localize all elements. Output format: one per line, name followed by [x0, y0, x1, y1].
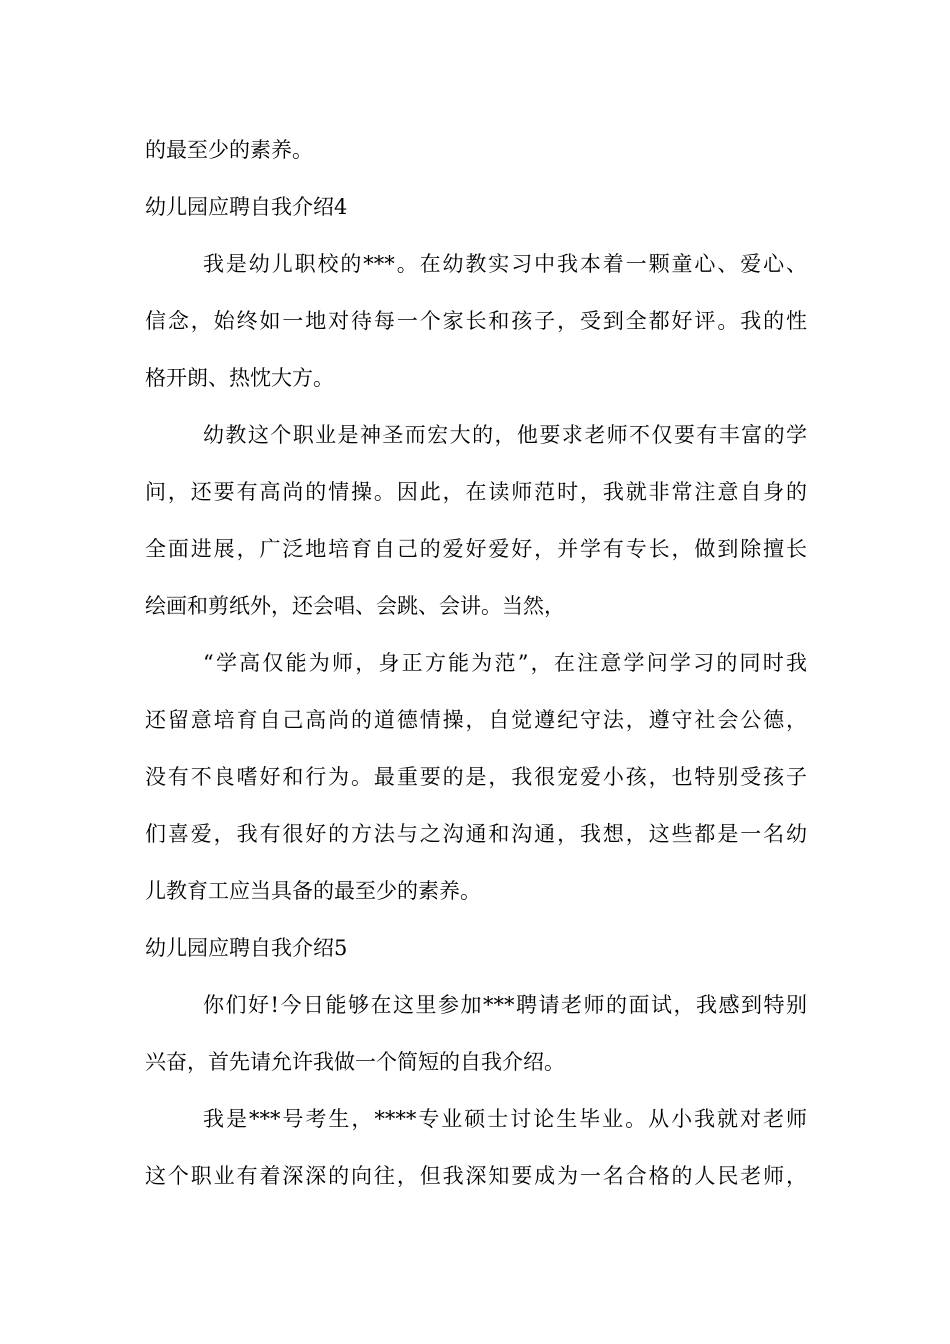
- paragraph-first-line: 幼教这个职业是神圣而宏大的，他要求老师不仅要有丰富的学: [203, 423, 807, 447]
- text-line: 没有不良嗜好和行为。最重要的是，我很宠爱小孩，也特别受孩子: [145, 765, 807, 789]
- text-line: 全面进展，广泛地培育自己的爱好爱好，并学有专长，做到除擅长: [145, 537, 807, 561]
- text-line: 信念，始终如一地对待每一个家长和孩子，受到全都好评。我的性: [145, 309, 807, 333]
- text-line: 儿教育工应当具备的最至少的素养。: [145, 879, 481, 903]
- text-line: 还留意培育自己高尚的道德情操，自觉遵纪守法，遵守社会公德，: [145, 708, 807, 732]
- paragraph-first-line: “学高仅能为师，身正方能为范”，在注意学问学习的同时我: [203, 651, 807, 675]
- section-heading: 幼儿园应聘自我介绍4: [145, 195, 348, 219]
- text-line: 的最至少的素养。: [145, 138, 313, 162]
- document-body: [145, 122, 807, 1205]
- paragraph-first-line: 我是幼儿职校的***。在幼教实习中我本着一颗童心、爱心、: [203, 252, 807, 276]
- text-line: 绘画和剪纸外，还会唱、会跳、会讲。当然，: [145, 594, 565, 618]
- paragraph-first-line: 我是***号考生，****专业硕士讨论生毕业。从小我就对老师: [203, 1107, 807, 1131]
- text-line: 格开朗、热忱大方。: [145, 366, 334, 390]
- text-line: 兴奋，首先请允许我做一个简短的自我介绍。: [145, 1050, 565, 1074]
- text-line: 们喜爱，我有很好的方法与之沟通和沟通，我想，这些都是一名幼: [145, 822, 807, 846]
- text-line: 问，还要有高尚的情操。因此，在读师范时，我就非常注意自身的: [145, 480, 807, 504]
- section-heading: 幼儿园应聘自我介绍5: [145, 936, 348, 960]
- text-line: 这个职业有着深深的向往，但我深知要成为一名合格的人民老师，: [145, 1164, 807, 1188]
- paragraph-first-line: 你们好!今日能够在这里参加***聘请老师的面试，我感到特别: [203, 993, 807, 1017]
